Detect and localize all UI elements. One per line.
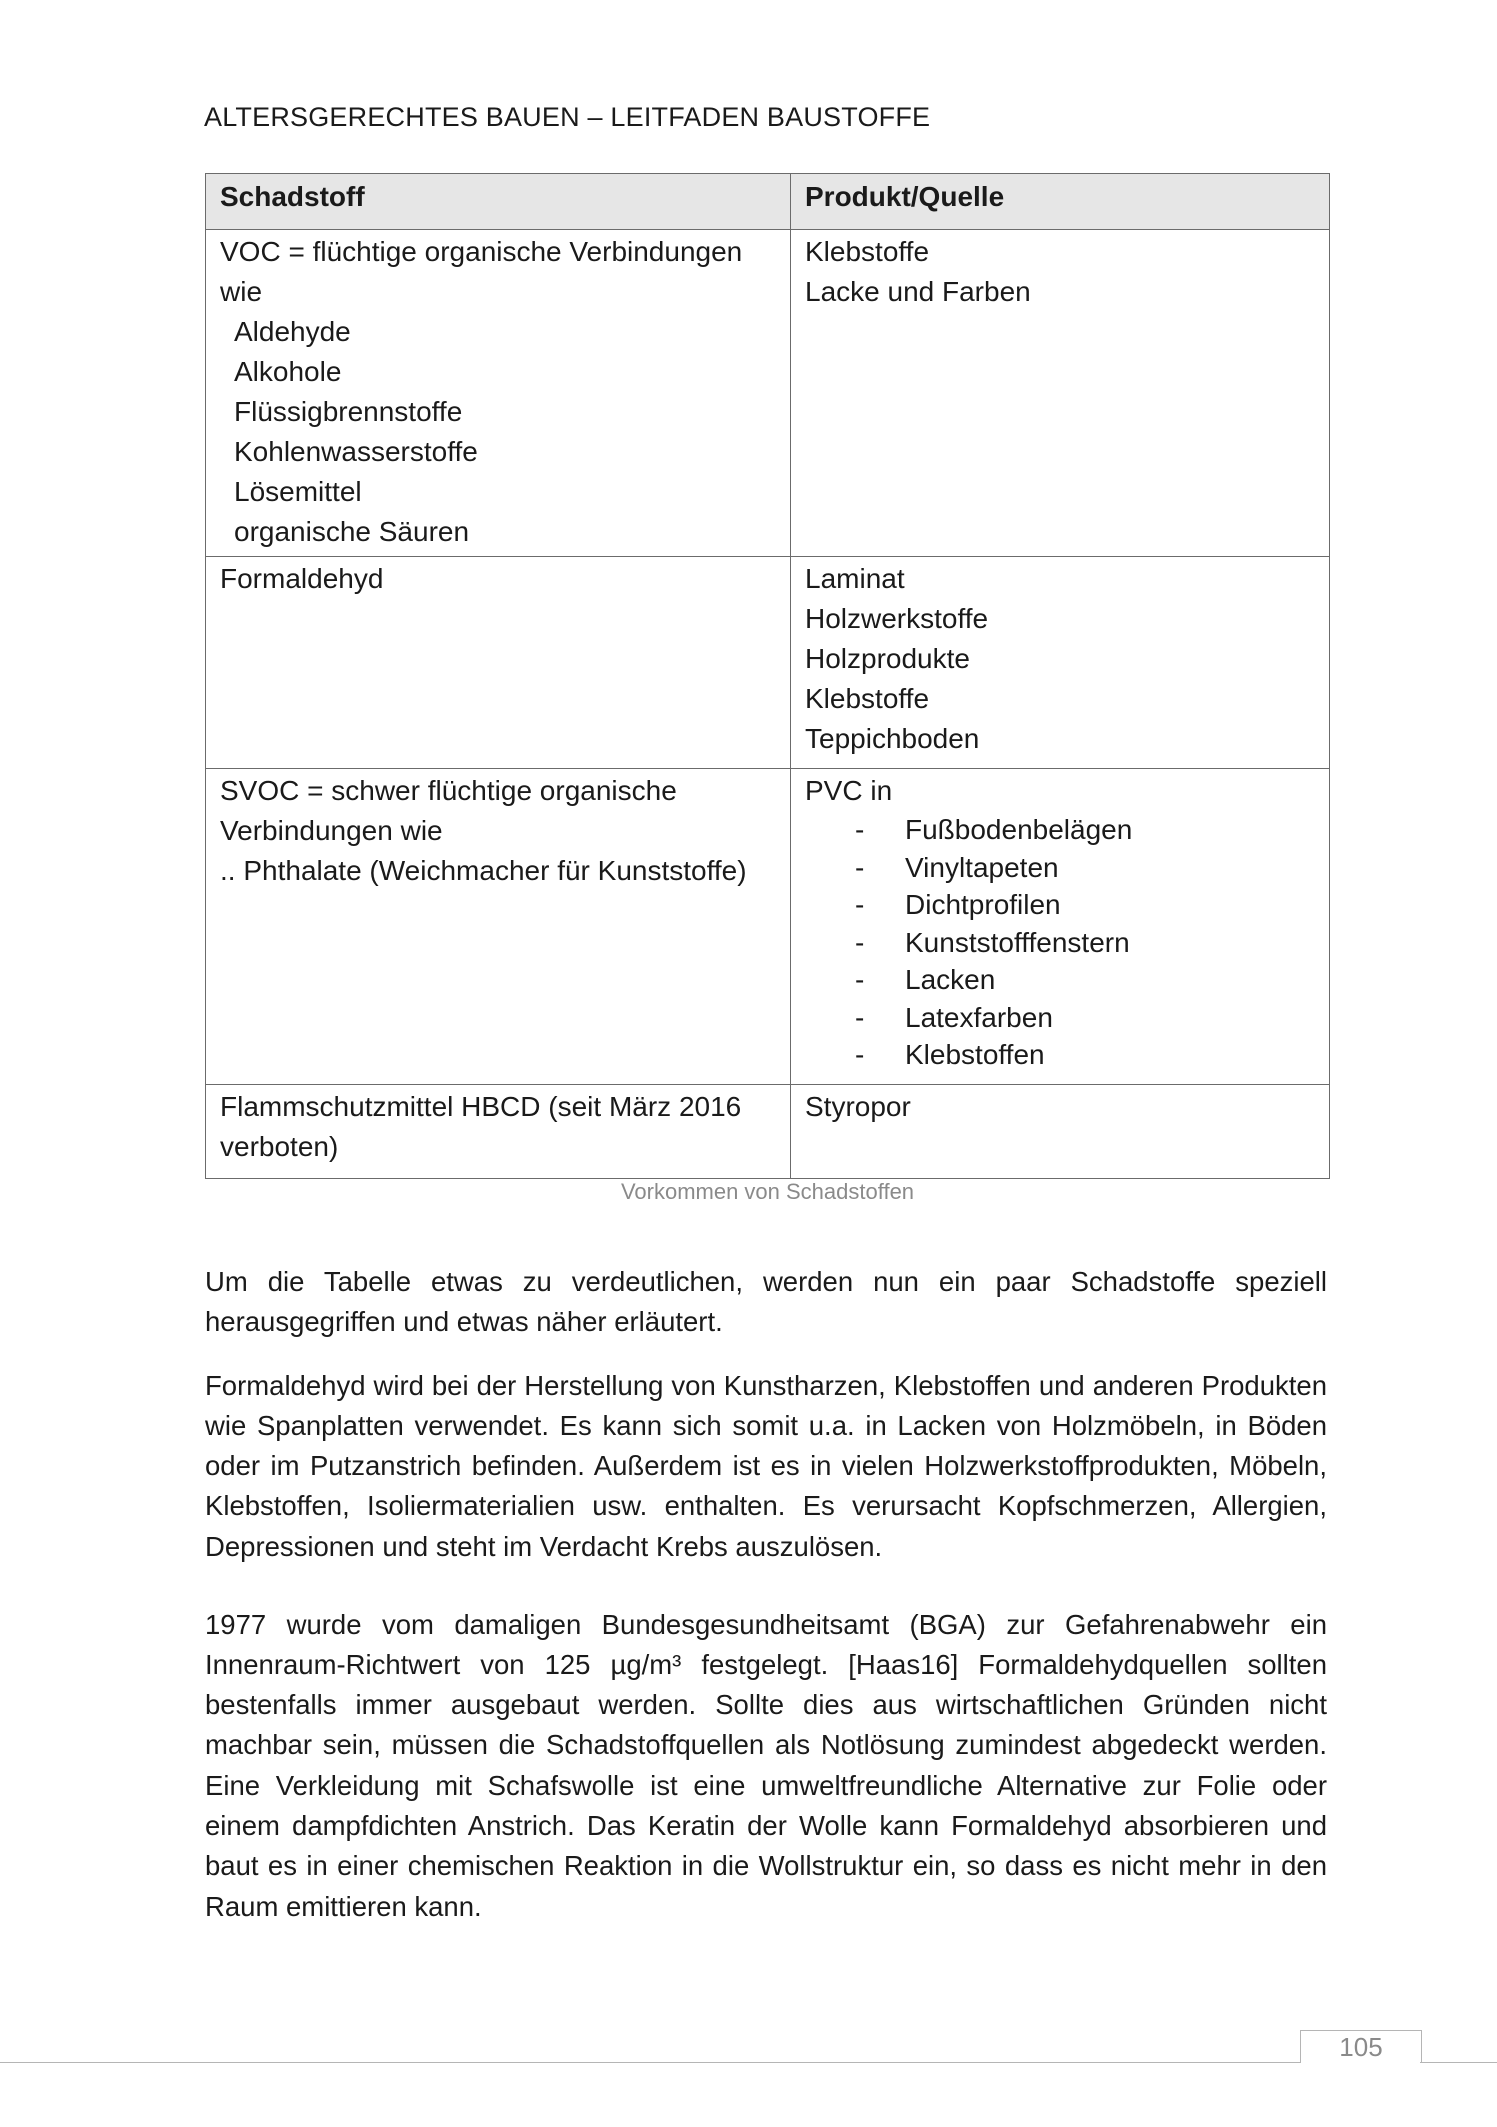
- cell-line: Klebstoffe: [805, 683, 930, 714]
- list-item: - Kunststofffenstern: [855, 926, 1130, 958]
- list-item: - Vinyltapeten: [855, 851, 1059, 883]
- footer-rule-left: [0, 2062, 1300, 2063]
- cell-line: Holzwerkstoffe: [805, 603, 989, 634]
- pvc-product-list: [805, 811, 1315, 1074]
- cell-line: Kohlenwasserstoffe: [234, 436, 478, 467]
- quelle-cell: [791, 1085, 1330, 1179]
- cell-line: Verbindungen wie: [220, 815, 443, 846]
- paragraph-formaldehyd: Formaldehyd wird bei der Herstellung von Kunstharzen, Klebstoffen und anderen Produkten wie Spanplatten verwendet. Es kann sich somit u.a. in Lacken von Holzmöbeln, in Böden oder im Putzanstrich befinden. Außerdem ist es in vielen Holzwerkstoffprodukten, Möbeln, Klebstoffen, Isoliermaterialien usw. enthalten. Es verursacht Kopfschmerzen, Allergien, Depressionen und steht im Verdacht Krebs auszulösen.: [205, 1369, 1327, 1562]
- cell-line: Formaldehyd: [220, 563, 384, 594]
- cell-line: Lösemittel: [234, 476, 362, 507]
- cell-line: Lacke und Farben: [805, 276, 1031, 307]
- list-item: - Klebstoffen: [855, 1039, 1045, 1070]
- cell-line: Alkohole: [234, 356, 342, 387]
- table-row: [206, 230, 1330, 557]
- table-row: [206, 1085, 1330, 1179]
- cell-line: SVOC = schwer flüchtige organische: [220, 775, 677, 806]
- schadstoff-cell: [206, 1085, 791, 1179]
- list-item: - Latexfarben: [855, 1001, 1053, 1033]
- schadstoff-cell: [206, 557, 791, 769]
- list-item: - Fußbodenbelägen: [855, 814, 1133, 845]
- column-header-quelle: Produkt/Quelle: [791, 174, 1330, 230]
- cell-line: Flüssigbrennstoffe: [234, 396, 463, 427]
- list-item: - Lacken: [855, 964, 996, 995]
- table-row: [206, 769, 1330, 1085]
- table-header-row: [206, 174, 1330, 230]
- cell-line: .. Phthalate (Weichmacher für Kunststoffe): [220, 855, 747, 886]
- running-header: ALTERSGERECHTES BAUEN – LEITFADEN BAUSTOFFE: [204, 102, 931, 132]
- cell-line: Styropor: [805, 1091, 911, 1122]
- cell-line: VOC = flüchtige organische Verbindungen: [220, 236, 743, 267]
- cell-line: organische Säuren: [234, 516, 470, 547]
- paragraph-intro: Um die Tabelle etwas zu verdeutlichen, werden nun ein paar Schadstoffe speziell herausgegriffen und etwas näher erläutert.: [205, 1265, 1327, 1337]
- paragraph-richtwert: 1977 wurde vom damaligen Bundesgesundheitsamt (BGA) zur Gefahrenabwehr ein Innenraum-Richtwert von 125 µg/m³ festgelegt. [Haas16] Formaldehydquellen sollten bestenfalls immer ausgebaut werden. Sollte dies aus wirtschaftlichen Gründen nicht machbar sein, müssen die Schadstoffquellen als Notlösung zumindest abgedeckt werden. Eine Verkleidung mit Schafswolle ist eine umweltfreundliche Alternative zur Folie oder einem dampfdichten Anstrich. Das Keratin der Wolle kann Formaldehyd absorbieren und baut es in einer chemischen Reaktion in die Wollstruktur ein, so dass es nicht mehr in den Raum emittieren kann.: [205, 1608, 1327, 1922]
- cell-line: Holzprodukte: [805, 643, 970, 674]
- table-caption: Vorkommen von Schadstoffen: [620, 1179, 915, 1204]
- page-number: 105: [1300, 2030, 1422, 2063]
- list-item: - Dichtprofilen: [855, 889, 1061, 920]
- column-header-schadstoff: Schadstoff: [206, 174, 791, 230]
- quelle-cell: [791, 230, 1330, 557]
- pollutant-table: [205, 173, 1330, 1179]
- quelle-cell: [791, 769, 1330, 1085]
- cell-line: verboten): [220, 1131, 339, 1162]
- cell-line: wie: [220, 276, 263, 307]
- cell-line: Klebstoffe: [805, 236, 930, 267]
- cell-line: Teppichboden: [805, 723, 980, 754]
- quelle-cell: [791, 557, 1330, 769]
- cell-line: Laminat: [805, 563, 905, 594]
- cell-line: PVC in: [805, 775, 893, 806]
- schadstoff-cell: [206, 230, 791, 557]
- footer-rule-right: [1420, 2062, 1497, 2063]
- table-row: [206, 557, 1330, 769]
- cell-line: Flammschutzmittel HBCD (seit März 2016: [220, 1091, 742, 1122]
- cell-line: Aldehyde: [234, 316, 351, 347]
- schadstoff-cell: [206, 769, 791, 1085]
